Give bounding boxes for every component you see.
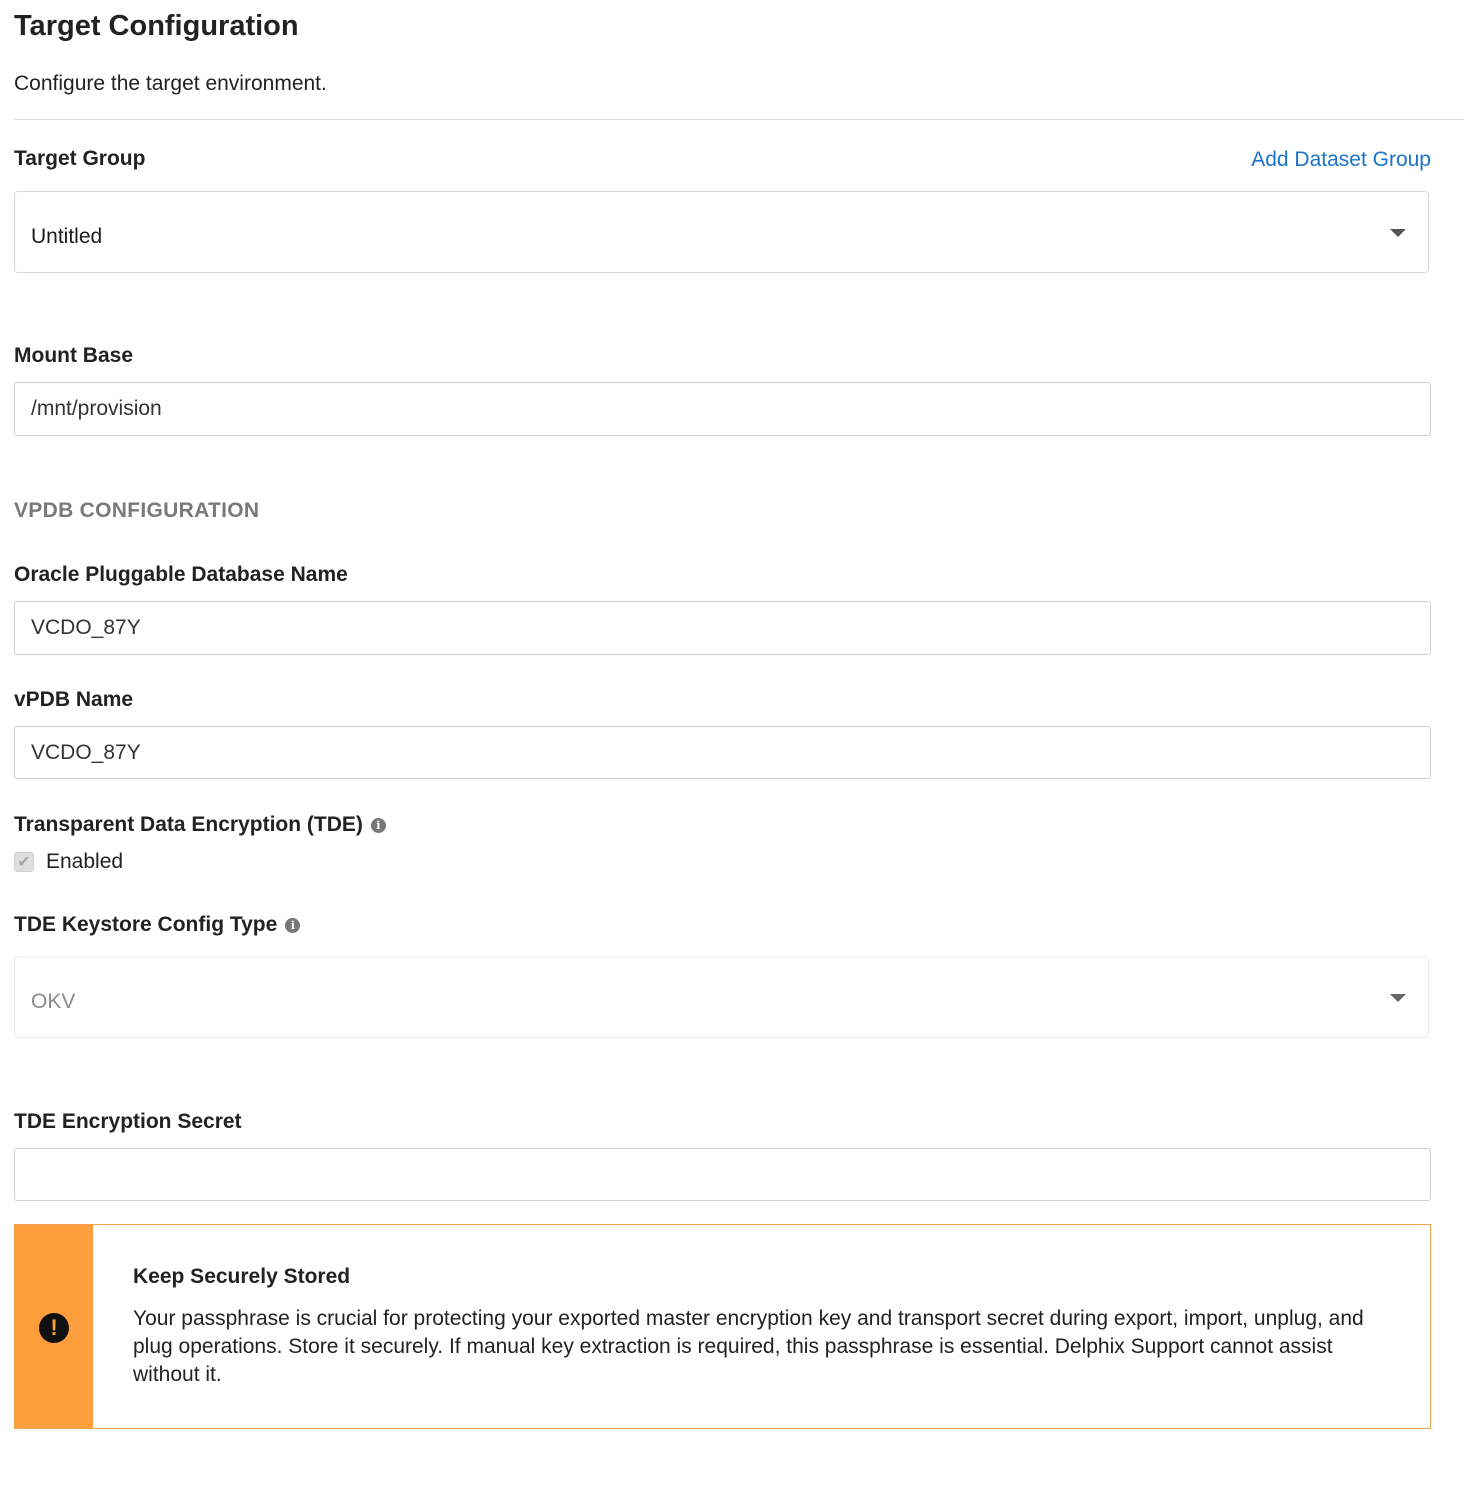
alert-stripe	[15, 1225, 93, 1428]
add-dataset-group-link[interactable]: Add Dataset Group	[1251, 148, 1431, 171]
mount-base-label: Mount Base	[14, 344, 134, 367]
target-group-select[interactable]	[14, 191, 1429, 273]
info-icon[interactable]: i	[371, 818, 386, 833]
page-title: Target Configuration	[14, 10, 299, 42]
secure-storage-alert	[14, 1224, 1431, 1429]
tde-enabled-checkbox[interactable]: ✔	[14, 852, 34, 872]
chevron-down-icon	[1390, 229, 1406, 237]
target-group-label: Target Group	[14, 147, 146, 170]
page-subtitle: Configure the target environment.	[14, 72, 327, 95]
chevron-down-icon	[1390, 994, 1406, 1002]
alert-body: Your passphrase is crucial for protecting your exported master encryption key and transport secret during export, import, unplug, and plug operations. Store it securely. If manual key extraction is required, this passphrase is essential. Delphix Support cannot assist without it.	[133, 1307, 1364, 1386]
vpdb-name-input[interactable]: VCDO_87Y	[14, 726, 1431, 779]
exclamation-circle-icon: !	[39, 1313, 69, 1343]
vpdb-name-label: vPDB Name	[14, 688, 134, 711]
tde-enabled-label: Enabled	[46, 850, 124, 873]
tde-label: Transparent Data Encryption (TDE) i	[14, 813, 386, 837]
mount-base-input[interactable]: /mnt/provision	[14, 382, 1431, 436]
keystore-select[interactable]	[14, 956, 1429, 1038]
tde-enabled-row	[14, 850, 123, 874]
vpdb-configuration-heading: VPDB CONFIGURATION	[14, 499, 260, 522]
alert-title: Keep Securely Stored	[133, 1265, 351, 1288]
info-icon[interactable]: i	[285, 918, 300, 933]
divider	[14, 119, 1464, 120]
pdb-name-input[interactable]: VCDO_87Y	[14, 601, 1431, 655]
tde-secret-label: TDE Encryption Secret	[14, 1110, 242, 1133]
pdb-name-label: Oracle Pluggable Database Name	[14, 563, 348, 586]
target-group-value: Untitled	[31, 225, 103, 248]
tde-secret-input[interactable]	[14, 1148, 1431, 1201]
keystore-label: TDE Keystore Config Type i	[14, 913, 300, 937]
keystore-value: OKV	[31, 990, 76, 1013]
